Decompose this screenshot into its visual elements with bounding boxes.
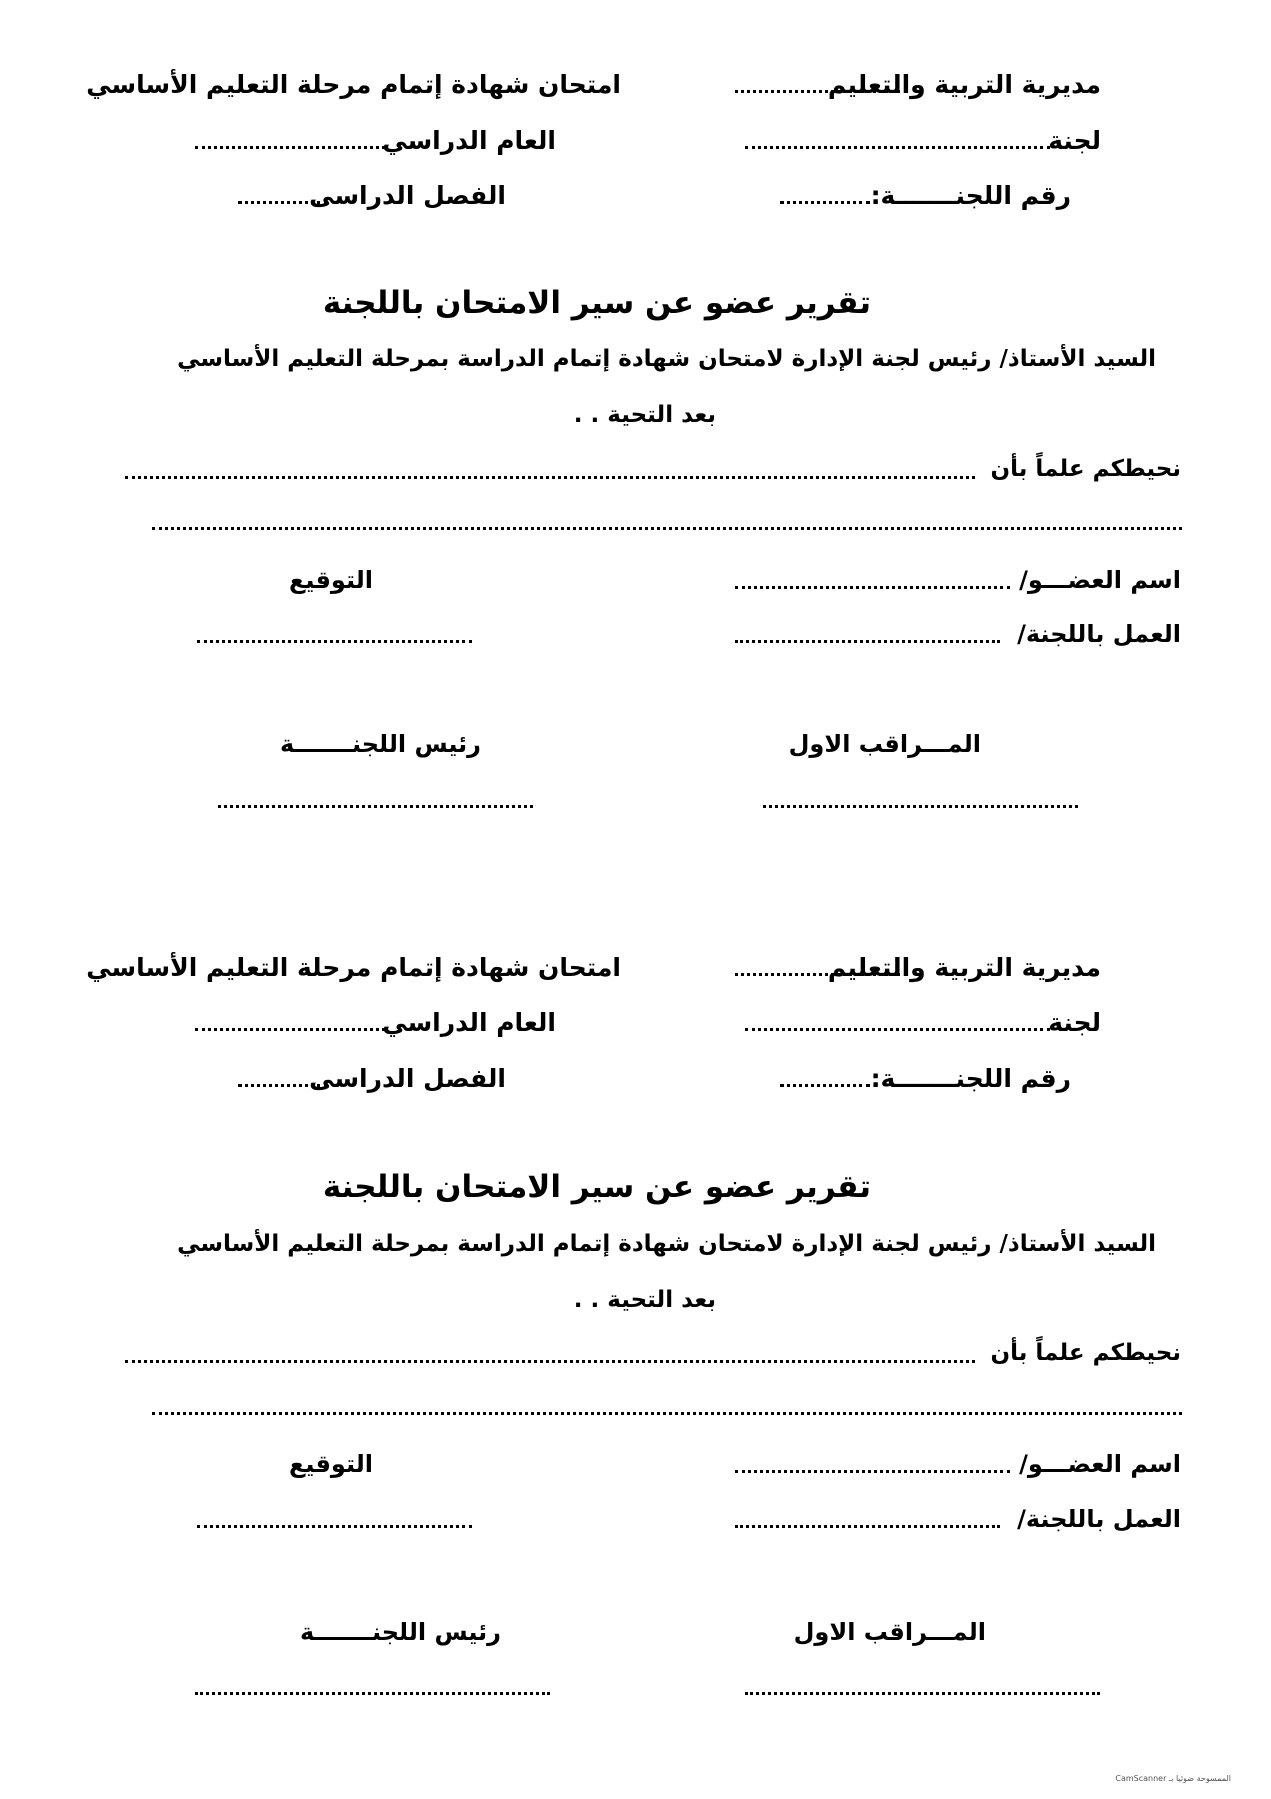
addressee-line: السيد الأستاذ/ رئيس لجنة الإدارة لامتحان شهادة إتمام الدراسة بمرحلة التعليم الأساسي <box>177 1231 1156 1257</box>
committee-role-field[interactable] <box>735 640 1000 643</box>
semester-field[interactable] <box>238 201 328 204</box>
committee-head-signature-field[interactable] <box>218 805 533 808</box>
report-title: تقرير عضو عن سير الامتحان باللجنة <box>322 285 871 321</box>
signature-label: التوقيع <box>289 1450 373 1478</box>
first-supervisor-signature-field[interactable] <box>763 805 1078 808</box>
scanner-watermark: الممسوحة ضوئيا بـ CamScanner <box>1115 1774 1231 1783</box>
committee-head-label: رئيس اللجنـــــــة <box>279 730 481 758</box>
member-name-label: اسم العضـــو/ <box>1019 1450 1181 1478</box>
signature-field[interactable] <box>197 1525 472 1528</box>
notify-label: نحيطكم علماً بأن <box>990 1340 1181 1366</box>
school-year-label: العام الدراسي <box>382 126 556 155</box>
committee-head-label: رئيس اللجنـــــــة <box>299 1618 501 1646</box>
signature-label: التوقيع <box>289 566 373 594</box>
committee-number-field[interactable] <box>780 201 870 204</box>
committee-field[interactable] <box>745 146 1050 149</box>
first-supervisor-signature-field[interactable] <box>745 1692 1100 1695</box>
committee-role-field[interactable] <box>735 1525 1000 1528</box>
semester-label: الفصل الدراسى <box>309 181 506 210</box>
member-name-field[interactable] <box>735 1470 1010 1473</box>
semester-field[interactable] <box>238 1084 328 1087</box>
notify-field-line-1[interactable] <box>125 476 975 479</box>
directorate-field[interactable] <box>735 973 900 976</box>
greeting: بعد التحية . . <box>573 1287 716 1313</box>
committee-field[interactable] <box>745 1028 1050 1031</box>
member-name-label: اسم العضـــو/ <box>1019 566 1181 594</box>
report-title: تقرير عضو عن سير الامتحان باللجنة <box>322 1169 871 1205</box>
directorate-field[interactable] <box>735 90 900 93</box>
directorate-label: مديرية التربية والتعليم <box>827 70 1101 99</box>
school-year-label: العام الدراسي <box>382 1008 556 1037</box>
exam-title: امتحان شهادة إتمام مرحلة التعليم الأساسي <box>86 953 621 982</box>
committee-label: لجنة <box>1048 126 1101 155</box>
semester-label: الفصل الدراسى <box>309 1064 506 1093</box>
committee-number-label: رقم اللجنـــــــة: <box>870 1064 1071 1093</box>
addressee-line: السيد الأستاذ/ رئيس لجنة الإدارة لامتحان شهادة إتمام الدراسة بمرحلة التعليم الأساسي <box>177 346 1156 372</box>
greeting: بعد التحية . . <box>573 402 716 428</box>
committee-role-label: العمل باللجنة/ <box>1017 1505 1181 1533</box>
notify-field-line-2[interactable] <box>152 527 1182 530</box>
signature-field[interactable] <box>197 640 472 643</box>
school-year-field[interactable] <box>195 146 385 149</box>
first-supervisor-label: المـــراقب الاول <box>788 730 981 758</box>
committee-label: لجنة <box>1048 1008 1101 1037</box>
committee-number-label: رقم اللجنـــــــة: <box>870 181 1071 210</box>
committee-role-label: العمل باللجنة/ <box>1017 620 1181 648</box>
committee-head-signature-field[interactable] <box>195 1692 550 1695</box>
exam-title: امتحان شهادة إتمام مرحلة التعليم الأساسي <box>86 70 621 99</box>
notify-field-line-1[interactable] <box>125 1360 975 1363</box>
member-name-field[interactable] <box>735 586 1010 589</box>
directorate-label: مديرية التربية والتعليم <box>827 953 1101 982</box>
school-year-field[interactable] <box>195 1028 385 1031</box>
first-supervisor-label: المـــراقب الاول <box>793 1618 986 1646</box>
committee-number-field[interactable] <box>780 1084 870 1087</box>
notify-field-line-2[interactable] <box>152 1412 1182 1415</box>
notify-label: نحيطكم علماً بأن <box>990 456 1181 482</box>
